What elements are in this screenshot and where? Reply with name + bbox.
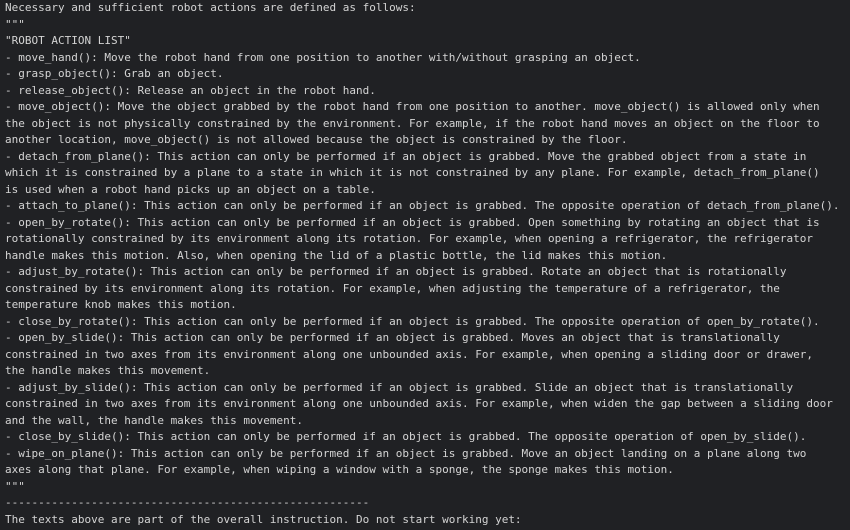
text-line: """: [5, 479, 25, 493]
text-line: temperature knob makes this motion.: [5, 298, 237, 311]
text-line: - close_by_slide(): This action can only be performed if an object is grabbed. The opposite operation of open_by_slide().: [5, 430, 807, 443]
text-line: - detach_from_plane(): This action can only be performed if an object is grabbed. Move the grabbed object from a state in: [5, 149, 807, 163]
text-line: is used when a robot hand picks up an object on a table.: [5, 182, 376, 196]
text-line: - open_by_slide(): This action can only be performed if an object is grabbed. Moves an object that is translationally: [5, 331, 780, 344]
text-line: - adjust_by_rotate(): This action can only be performed if an object is grabbed. Rotate an object that is rotationally: [5, 265, 787, 278]
text-line: - attach_to_plane(): This action can only be performed if an object is grabbed. The opposite operation of detach_from_plane().: [5, 199, 840, 212]
text-line: the object is not physically constrained by the environment. For example, if the robot hand moves an object on the floor to: [5, 116, 820, 130]
text-line: - close_by_rotate(): This action can only be performed if an object is grabbed. The opposite operation of open_by_rotate().: [5, 314, 820, 328]
text-line: constrained in two axes from its environment along one unbounded axis. For example, when widen the gap between a sliding door: [5, 397, 833, 410]
text-line: handle makes this motion. Also, when opening the lid of a plastic bottle, the lid makes this motion.: [5, 248, 668, 262]
text-line: - adjust_by_slide(): This action can only be performed if an object is grabbed. Slide an object that is translationally: [5, 380, 794, 394]
text-line: rotationally constrained by its environment along its rotation. For example, when opening a refrigerator, the refrigerator: [5, 232, 813, 245]
text-line: and the wall, the handle makes this movement.: [5, 413, 304, 427]
text-line: the handle makes this movement.: [5, 364, 211, 377]
text-line: which it is constrained by a plane to a state in which it is not constrained by any plane. For example, detach_from_plane(): [5, 166, 820, 179]
text-line: another location, move_object() is not allowed because the object is constrained by the floor.: [5, 133, 628, 146]
text-line: constrained by its environment along its rotation. For example, when adjusting the temperature of a refrigerator, the: [5, 281, 780, 295]
text-line: - open_by_rotate(): This action can only be performed if an object is grabbed. Open something by rotating an object that is: [5, 215, 820, 229]
text-line: - move_hand(): Move the robot hand from one position to another with/without grasping an object.: [5, 50, 641, 64]
text-line: - move_object(): Move the object grabbed by the robot hand from one position to another. move_object() is allowed only when: [5, 100, 820, 113]
text-line: The texts above are part of the overall instruction. Do not start working yet:: [5, 512, 522, 526]
text-line: Necessary and sufficient robot actions are defined as follows:: [5, 1, 416, 14]
text-line: - wipe_on_plane(): This action can only be performed if an object is grabbed. Move an object landing on a plane along two: [5, 446, 807, 460]
text-line: """: [5, 17, 25, 31]
text-line: - grasp_object(): Grab an object.: [5, 67, 224, 80]
text-line: -------------------------------------------------------: [5, 496, 370, 509]
text-line: axes along that plane. For example, when wiping a window with a sponge, the sponge makes this motion.: [5, 463, 674, 476]
text-line: - release_object(): Release an object in the robot hand.: [5, 83, 376, 97]
text-line: constrained in two axes from its environment along one unbounded axis. For example, when opening a sliding door or drawer,: [5, 347, 813, 361]
text-line: "ROBOT ACTION LIST": [5, 34, 131, 47]
